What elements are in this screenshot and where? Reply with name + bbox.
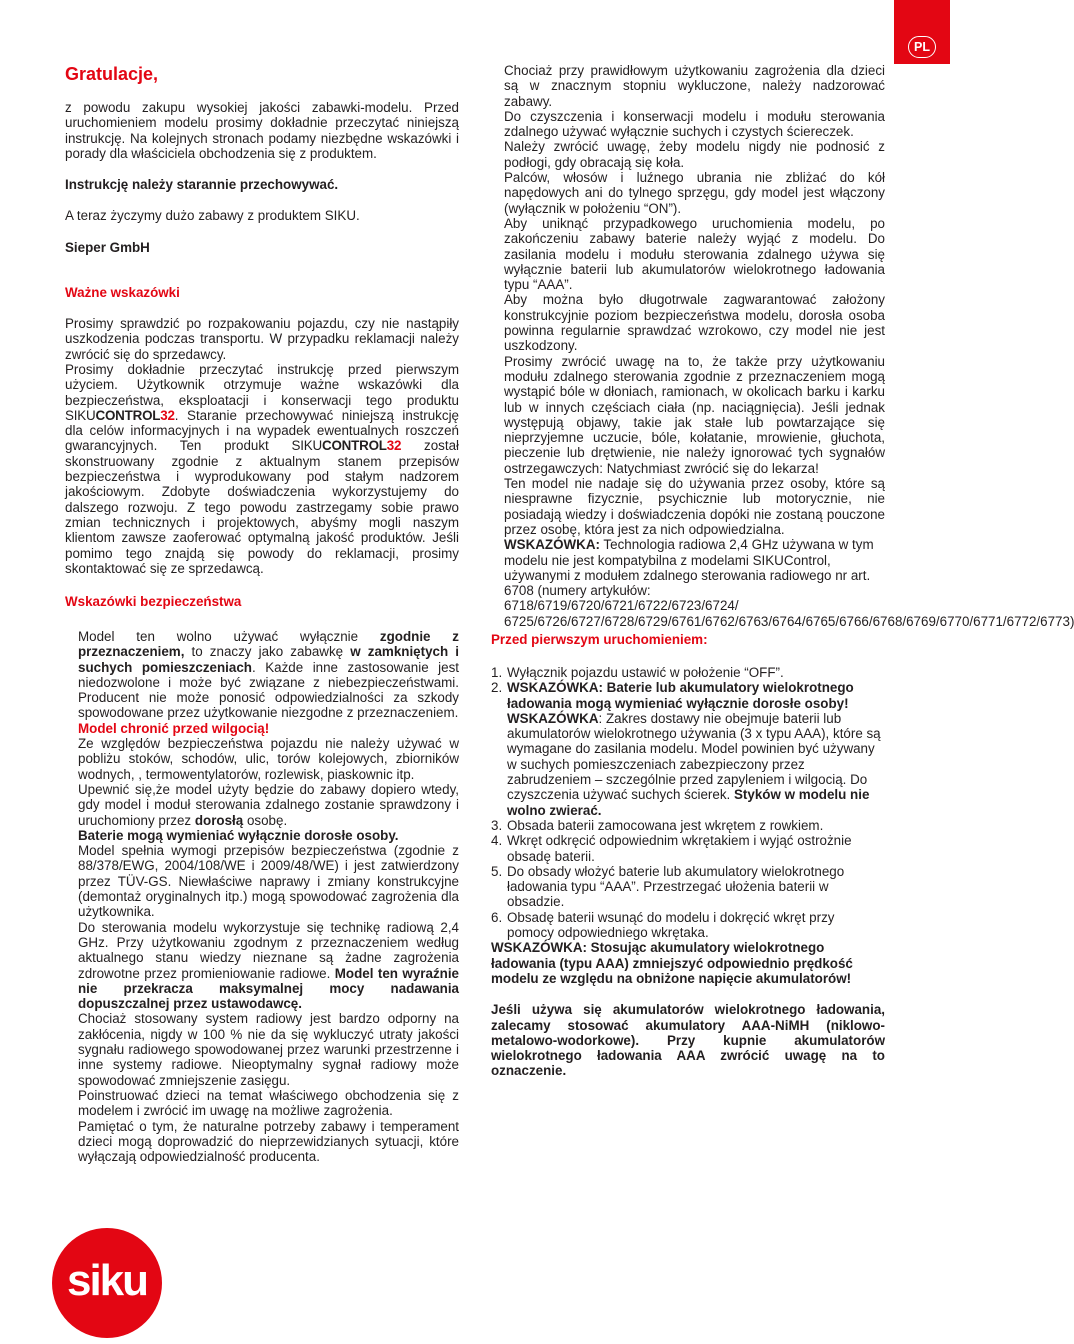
- siku-logo: [52, 1228, 162, 1338]
- signature: Sieper GmbH: [65, 239, 150, 255]
- logo-text: siku: [66, 1256, 148, 1305]
- right-paragraph-7: Prosimy zwrócić uwagę na to, że także przy użytkowaniu modułu zdalnego sterowania zgodnie z przeznaczeniem mogą wystąpić bóle w dłoniach, ramionach, w okolicach barku i karku lub w innych częściach ciała (np. naciągnięcia). Jeśli jednak występują objawy, takie jak stałe lub powtarzające się nieprzyjemne uczucie, bóle, kołatanie, mrowienie, głuchota, pieczenie lub drętwienie, nie należy ignorować tych sygnałów ostrzegawczych: Natychmiast zwrócić się do lekarza!: [504, 353, 885, 476]
- safety-paragraph-3: Upewnić się,że model użyty będzie do zabawy dopiero wtedy, gdy model i moduł sterowania zdalnego zostanie sprawdzony i uruchomiony przez dorosłą osobę.: [78, 781, 459, 828]
- safety-paragraph-8: Pamiętać o tym, że naturalne potrzeby zabawy i temperament dzieci mogą doprowadzić do nieprzewidzianych sytuacji, które wyłączają odpowiedzialność producenta.: [78, 1118, 459, 1165]
- safety-paragraph-5: Do sterowania modelu wykorzystuje się technikę radiową 2,4 GHz. Przy użytkowaniu zgodnym z przeznaczeniem według aktualnego stanu wiedzy nieznane są żadne zagrożenia zdrowotne przez promieniowanie radiowe. Model ten wyraźnie nie przekracza maksymalnej mocy nadawania dopuszczalnej przez ustawodawcę.: [78, 919, 459, 1012]
- left-column: [65, 62, 459, 610]
- safety-heading: Wskazówki bezpieczeństwa: [65, 594, 242, 610]
- language-badge: PL: [908, 36, 936, 58]
- important-paragraph-2: Prosimy dokładnie przeczytać instrukcję przed pierwszym użyciem. Użytkownik otrzymuje ważne wskazówki dla bezpieczeństwa, eksploatacji i konserwacji tego produktu SIKUCONTROL32. Staranie przechowywać niniejszą instrukcję dla celów informacyjnych i na wypadek ewentualnych roszczeń gwarancyjnych. Ten produkt SIKUCONTROL32 został skonstruowany zgodnie z aktualnym stanem przepisów bezpieczeństwa i wyprodukowany pod stałym nadzorem jakościowym. Zdobyte doświadczenia wykorzystujemy do dalszego rozwoju. Z tego powodu zastrzegamy sobie prawo zmian technicznych i projektowych, abyśmy mogli naszym klientom zawsze zaoferować optymalną jakość produktów. Jeśli pomimo tego znajdą się powody do reklamacji, prosimy skontaktować się ze sprzedawcą.: [65, 361, 459, 576]
- important-heading: Ważne wskazówki: [65, 285, 180, 301]
- right-paragraph-1: Chociaż przy prawidłowym użytkowaniu zagrożenia dla dzieci są w znacznym stopniu wykluczone, należy nadzorować zabawy.: [504, 63, 885, 109]
- list-item: 1. Wyłącznik pojazdu ustawić w położenie “OFF”.: [491, 665, 784, 680]
- compatibility-note: WSKAZÓWKA: Technologia radiowa 2,4 GHz używana w tym modelu nie jest kompatybilna z modelami SIKUControl, używanymi z modułem zdalnego sterowania radiowego nr art. 6708 (numery artykułów: 6718/6719/6720/6721/6722/6723/6724/ 6725/6726/6727/6728/6729/6761/6762/6763/6764/6765/6766/6768/6769/6770/6771/6772/6773): [504, 537, 1074, 629]
- right-paragraph-2: Do czyszczenia i konserwacji modelu i modułu sterowania zdalnego używać wyłącznie suchych i czystych ściereczek.: [504, 108, 885, 140]
- safety-paragraph-6: Chociaż stosowany system radiowy jest bardzo odporny na zakłócenia, nigdy w 100 % nie da się wykluczyć utraty jakości sygnału radiowego spowodowanej przez warunki przestrzenne i inne systemy radiowe. Nieoptymalny sygnał radiowy może spowodować zmniejszenie zasięgu.: [78, 1011, 459, 1088]
- language-tab: [894, 0, 950, 64]
- adult-battery-warning: Baterie mogą wymieniać wyłącznie dorosłe osoby.: [78, 827, 399, 843]
- right-paragraph-6: Aby można było długotrwale zagwarantować założony konstrukcyjnie poziom bezpieczeństwa modelu, dorosła osoba powinna regularnie sprawdzać wzrokowo, czy model nie jest uszkodzony.: [504, 292, 885, 354]
- nimh-note: Jeśli używa się akumulatorów wielokrotnego ładowania, zalecamy stosować akumulatory AAA-NiMH (niklowo-metalowo-wodorkowe). Przy kupnie akumulatorów wielokrotnego ładowania AAA zwrócić uwagę na to oznaczenie.: [491, 1002, 885, 1079]
- wish-text: A teraz życzymy dużo zabawy z produktem SIKU.: [65, 208, 360, 224]
- first-use-steps: [491, 665, 885, 940]
- list-item: 3. Obsada baterii zamocowana jest wkrętem z rowkiem.: [491, 817, 824, 833]
- safety-section: [78, 629, 459, 1164]
- safety-paragraph-1: Model ten wolno używać wyłącznie zgodnie z przeznaczeniem, to znaczy jako zabawkę w zamkniętych i suchych pomieszczeniach. Każde inne zastosowanie jest niedozwolone i może być związane z niebezpieczeństwami. Producent nie może ponosić odpowiedzialności za szkody spowodowane przez użytkowanie niezgodne z przeznaczeniem.: [78, 629, 460, 721]
- right-paragraph-5: Aby uniknąć przypadkowego uruchomienia modelu, po zakończeniu zabawy baterie należy wyjąć z modelu. Do zasilania modelu i modułu sterowania zdalnego używa się wyłącznie baterii lub akumulatorów wielokrotnego ładowania typu “AAA”.: [504, 215, 885, 293]
- voltage-note: WSKAZÓWKA: Stosując akumulatory wielokrotnego ładowania (typu AAA) zmniejszyć odpowiednio prędkość modelu ze względu na obniżone napięcie akumulatorów!: [491, 940, 853, 986]
- right-column: [504, 63, 1074, 629]
- list-item: 6. Obsadę baterii wsunąć do modelu i dokręcić wkręt przy pomocy odpowiedniego wkrętaka.: [491, 909, 835, 941]
- right-paragraph-8: Ten model nie nadaje się do używania przez osoby, które są niesprawne fizycznie, psychicznie lub motorycznie, nie posiadają wiedzy i doświadczenia dopóki nie zostaną pouczone przez osobę, która jest za nich odpowiedzialna.: [504, 476, 885, 537]
- brand-sikucontrol32: SIKUCONTROL32: [65, 407, 175, 423]
- list-item: 2. WSKAZÓWKA: Baterie lub akumulatory wielokrotnego ładowania mogą wymieniać wyłącznie dorosłe osoby! WSKAZÓWKA: Zakres dostawy nie obejmuje baterii lub akumulatorów wielokrotnego używania (3 x typu AAA), które są wymagane do zasilania modelu. Model powinien być używany w suchych pomieszczeniach zabezpieczony przez zabrudzeniem – szczególnie przed zapyleniem i wilgocią. Do czyszczenia używać suchych ścierek. Styków w modelu nie wolno zwierać.: [491, 680, 881, 818]
- list-item: 5. Do obsady włożyć baterie lub akumulatory wielokrotnego ładowania typu “AAA”. Przestrzegać ułożenia baterii w obsadzie.: [491, 863, 845, 910]
- intro-paragraph: z powodu zakupu wysokiej jakości zabawki-modelu. Przed uruchomieniem modelu prosimy dokładnie przeczytać niniejszą instrukcję. Na kolejnych stronach podamy niezbędne wskazówki i porady dla właściciela obchodzenia się z produktem.: [65, 100, 459, 161]
- moisture-warning: Model chronić przed wilgocią!: [78, 720, 270, 736]
- first-use-heading: Przed pierwszym uruchomieniem:: [491, 632, 708, 647]
- keep-instructions-note: Instrukcję należy starannie przechowywać.: [65, 177, 339, 193]
- right-paragraph-4: Palców, włosów i luźnego ubrania nie zbliżać do kół napędowych ani do tylnego sprzęgu, gdy model jest włączony (wyłącznik w położeniu “ON”).: [504, 170, 885, 216]
- right-paragraph-3: Należy zwrócić uwagę, żeby modelu nigdy nie podnosić z podłogi, gdy obracają się koła.: [504, 139, 885, 170]
- first-use-section: [491, 632, 885, 1079]
- list-item: 4. Wkręt odkręcić odpowiednim wkrętakiem i wyjąć ostrożnie obsadę baterii.: [491, 833, 852, 864]
- important-paragraph-1: Prosimy sprawdzić po rozpakowaniu pojazdu, czy nie nastąpiły uszkodzenia podczas transportu. W przypadku reklamacji należy zwrócić się do sprzedawcy.: [65, 316, 459, 362]
- page-title: Gratulacje,: [65, 64, 159, 84]
- safety-paragraph-4: Model spełnia wymogi przepisów bezpieczeństwa (zgodnie z 88/378/EWG, 2004/108/WE i 2009/48/WE) i jest zatwierdzony przez TÜV-GS. Niewłaściwe naprawy i zmiany konstrukcyjne (demontaż oryginalnych itp.) mogą spowodować zagrożenia dla użytkownika.: [78, 843, 459, 920]
- safety-paragraph-7: Poinstruować dzieci na temat właściwego obchodzenia się z modelem i zwrócić im uwagę na możliwe zagrożenia.: [78, 1087, 459, 1119]
- brand-sikucontrol32: SIKUCONTROL32: [291, 438, 402, 454]
- safety-paragraph-2: Ze względów bezpieczeństwa pojazdu nie należy używać w pobliżu stoków, schodów, ulic, torów kolejowych, zbiorników wodnych, , termowentylatorów, rozlewisk, piaskownic itp.: [78, 736, 459, 782]
